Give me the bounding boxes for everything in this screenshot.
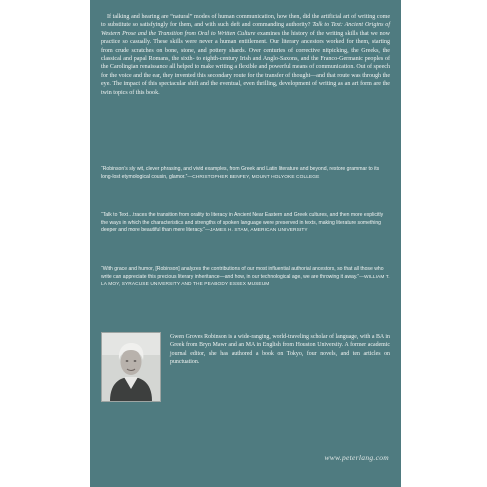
author-photo: [101, 332, 161, 402]
author-bio: Gwen Groves Robinson is a wide-ranging, world-traveling scholar of language, with a BA in Greek from Bryn Mawr and an MA in English from Houston University. A former academic journal editor, she has authored a book on Tokyo, four novels, and ten articles on punctuation.: [170, 334, 390, 365]
quote-text: “With grace and humor, [Robinson] analyzes the contributions of our most influential authorial ancestors, so that all those who write can appreciate this precious literary inheritance—and how, in our technological age, we are throwing it away.”: [101, 266, 384, 280]
quote-attribution: —JAMES H. STAM, AMERICAN UNIVERSITY: [205, 228, 308, 234]
blurb-body: examines the history of the writing skills that we now practice so casually. These skills were never a human entitlement. Our literary ancestors worked for them, starting from crude scratches on bone, stone, and pottery shards. Over centuries of corrective nitpicking, the Greeks, the classical and papal Romans, the sixth- to eighth-century Irish and Anglo-Saxons, and the Franco-Germanic peoples of the Carolingian renaissance all helped to make writing a flexible and powerful means of communication. Out of speech for the voice and the ear, they invented this secondary route for the transfer of thought—and that route was through the eye. The impact of this spectacular shift and the eventual, even thrilling, development of writing as an art form are the twin topics of this book.: [101, 30, 390, 96]
review-quote-3: [101, 266, 390, 289]
author-portrait-icon: [102, 333, 160, 401]
quote-text: “Talk to Text…traces the transition from orality to literacy in Ancient Near Eastern and Greek cultures, and then more explicitly the ways in which the characteristics and strengths of spoken language were preserved in texts, making literature something deeper and more beautiful than mere literacy.”: [101, 212, 384, 234]
review-quote-2: [101, 212, 390, 235]
review-quote-1: [101, 166, 390, 181]
book-title-italic: Talk to Text: Ancient Origins of Western Prose and the Transition from Oral to Written Culture: [101, 22, 391, 37]
back-cover: [90, 0, 401, 487]
quote-attribution: —CHRISTOPHER BENFEY, MOUNT HOLYOKE COLLEGE: [187, 174, 320, 180]
blurb-opening: If talking and hearing are “natural” modes of human communication, how then, did the artificial art of writing come to substitute so satisfyingly for them, and with such deft and commanding authority?: [101, 14, 390, 29]
quote-text: “Robinson’s sly wit, clever phrasing, and vivid examples, from Greek and Latin literature and beyond, restore grammar to its long-lost etymological cousin, glamor.”: [101, 166, 380, 180]
publisher-url[interactable]: www.peterlang.com: [324, 453, 389, 462]
quote-attribution: —WILLIAM T. LA MOY, SYRACUSE UNIVERSITY AND THE PEABODY ESSEX MUSEUM: [101, 274, 390, 288]
book-description: [101, 13, 390, 97]
